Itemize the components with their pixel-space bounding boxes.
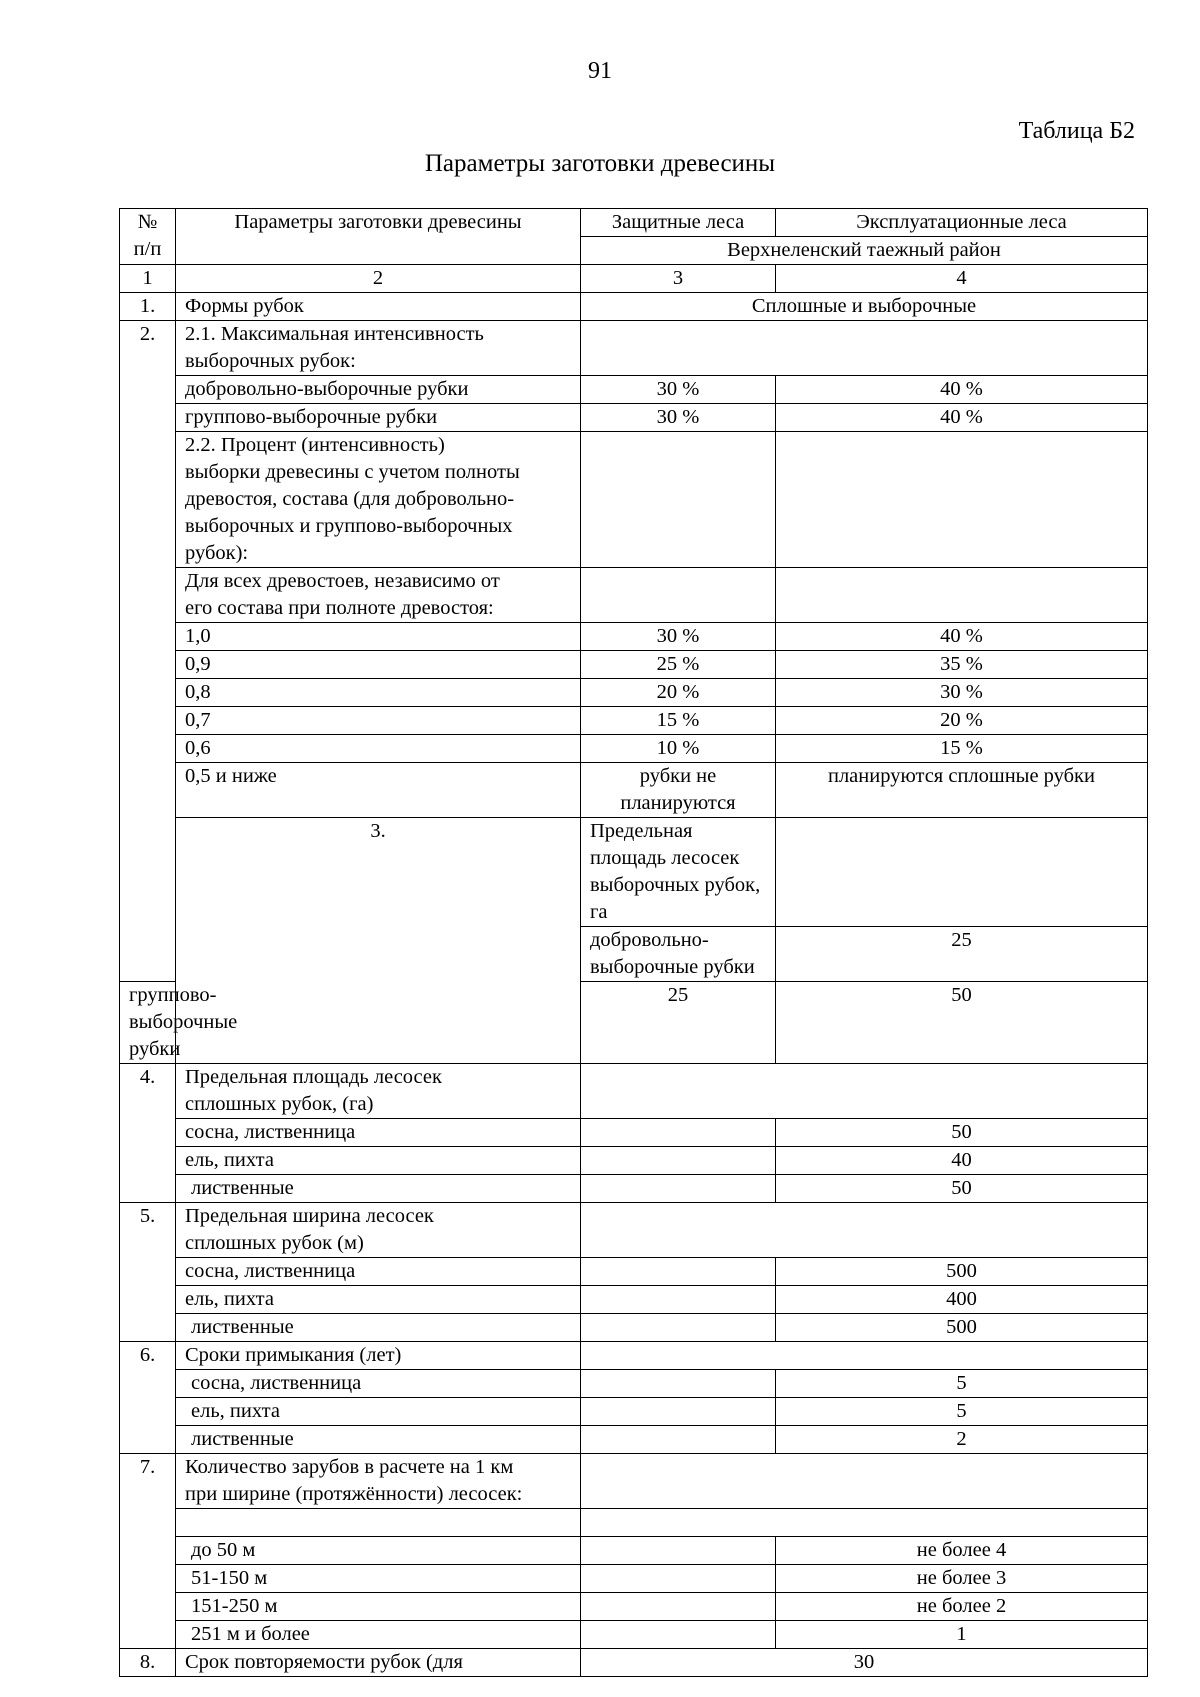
table-row [120, 763, 1148, 818]
empty-cell [581, 1286, 776, 1314]
exploitation-value: 30 % [776, 679, 1148, 707]
protective-value: 25 [776, 927, 1148, 982]
table-row [120, 1649, 1148, 1677]
column-number-1: 1 [120, 265, 176, 293]
exploitation-value: 20 % [776, 707, 1148, 735]
header-number-symbol: № [137, 211, 158, 233]
exploitation-value: 50 [776, 982, 1148, 1064]
row-number: 7. [120, 1454, 176, 1649]
table-row [120, 818, 1148, 927]
row-label: Формы рубок [176, 293, 581, 321]
table-row [120, 1565, 1148, 1593]
subsection-title-line: древостоя, состава (для добровольно- [185, 488, 515, 510]
table-row [120, 321, 1148, 376]
protective-value: 10 % [581, 735, 776, 763]
row-label: лиственные [176, 1175, 581, 1203]
header-region: Верхнеленский таежный район [581, 237, 1148, 265]
exploitation-value: 500 [776, 1314, 1148, 1342]
section-title-line: выборочных рубок: [185, 350, 356, 372]
row-label: лиственные [176, 1426, 581, 1454]
header-number-abbr: п/п [133, 238, 162, 260]
empty-cell [581, 1537, 776, 1565]
row-label: ель, пихта [176, 1398, 581, 1426]
table-row [120, 404, 1148, 432]
table-row [120, 1621, 1148, 1649]
empty-cell [581, 1593, 776, 1621]
exploitation-value: 40 % [776, 376, 1148, 404]
note-cell [176, 568, 581, 623]
empty-cell [581, 1426, 776, 1454]
table-row [120, 1426, 1148, 1454]
protective-value: 25 % [581, 651, 776, 679]
table-row [120, 1286, 1148, 1314]
header-parameters: Параметры заготовки древесины [176, 209, 581, 265]
protective-value: 25 [581, 982, 776, 1064]
subsection-title-line: выборки древесины с учетом полноты [185, 461, 520, 483]
table-row [120, 376, 1148, 404]
row-value: Сплошные и выборочные [581, 293, 1148, 321]
row-label: 0,8 [176, 679, 581, 707]
header-number-cell [120, 209, 176, 265]
row-number: 2. [120, 321, 176, 982]
row-label: 251 м и более [176, 1621, 581, 1649]
protective-value: 20 % [581, 679, 776, 707]
empty-cell [581, 568, 776, 623]
section-title [176, 1454, 581, 1509]
header-exploitation-forests: Эксплуатационные леса [776, 209, 1148, 237]
section-title-line: при ширине (протяжённости) лесосек: [185, 1483, 523, 1505]
subsection-title [176, 432, 581, 568]
exploitation-value: 40 % [776, 623, 1148, 651]
row-value: 30 [581, 1649, 1148, 1677]
row-label: 151-250 м [176, 1593, 581, 1621]
row-label: добровольно-выборочные рубки [176, 376, 581, 404]
table-row [120, 293, 1148, 321]
table-row [120, 651, 1148, 679]
table-row [120, 1537, 1148, 1565]
subsection-title-line: выборочных и группово-выборочных [185, 515, 513, 537]
row-label: сосна, лиственница [176, 1119, 581, 1147]
row-label: сосна, лиственница [176, 1370, 581, 1398]
row-label: ель, пихта [176, 1147, 581, 1175]
row-number: 4. [120, 1064, 176, 1203]
empty-cell [581, 1454, 1148, 1509]
section-title-line: 2.1. Максимальная интенсивность [185, 323, 484, 345]
row-label: 51-150 м [176, 1565, 581, 1593]
row-label: сосна, лиственница [176, 1258, 581, 1286]
empty-cell [581, 1509, 1148, 1537]
note-line: его состава при полноте древостоя: [185, 597, 494, 619]
exploitation-value: 40 % [776, 404, 1148, 432]
exploitation-value: 40 [776, 1147, 1148, 1175]
table-row [120, 568, 1148, 623]
row-label: группово-выборочные рубки [176, 404, 581, 432]
empty-cell [581, 1064, 1148, 1119]
parameters-table [119, 208, 1148, 1677]
protective-value: 15 % [581, 707, 776, 735]
section-title-line: Предельная ширина лесосек [185, 1205, 434, 1227]
empty-cell [581, 1147, 776, 1175]
row-label: 0,9 [176, 651, 581, 679]
row-number: 8. [120, 1649, 176, 1677]
subsection-title-line: рубок): [185, 542, 249, 564]
row-label: 0,7 [176, 707, 581, 735]
table-row [120, 1064, 1148, 1119]
table-row [120, 1314, 1148, 1342]
exploitation-value: 15 % [776, 735, 1148, 763]
table-row [120, 735, 1148, 763]
table-row [120, 1509, 1148, 1537]
table-row [120, 1454, 1148, 1509]
section-title-line: сплошных рубок, (га) [185, 1093, 374, 1115]
empty-cell [581, 1175, 776, 1203]
empty-cell [581, 1203, 1148, 1258]
empty-cell [581, 1119, 776, 1147]
header-protective-forests: Защитные леса [581, 209, 776, 237]
section-title-line: сплошных рубок (м) [185, 1232, 364, 1254]
table-row [120, 432, 1148, 568]
column-numbers-row [120, 265, 1148, 293]
section-title-line: Предельная площадь лесосек [185, 1066, 442, 1088]
exploitation-value: не более 3 [776, 1565, 1148, 1593]
protective-value [581, 763, 776, 818]
empty-cell [776, 818, 1148, 927]
exploitation-value: не более 4 [776, 1537, 1148, 1565]
row-label: лиственные [176, 1314, 581, 1342]
section-title [176, 321, 581, 376]
table-row [120, 679, 1148, 707]
table-row [120, 1342, 1148, 1370]
exploitation-value: 400 [776, 1286, 1148, 1314]
table-row [120, 707, 1148, 735]
empty-cell [581, 1621, 776, 1649]
row-number: 3. [176, 818, 581, 1064]
row-number: 6. [120, 1342, 176, 1454]
empty-cell [776, 568, 1148, 623]
empty-cell [581, 321, 1148, 376]
table-row [120, 1593, 1148, 1621]
exploitation-value: 50 [776, 1175, 1148, 1203]
table-label: Таблица Б2 [1018, 118, 1135, 144]
exploitation-value: 2 [776, 1426, 1148, 1454]
exploitation-value: 35 % [776, 651, 1148, 679]
row-label: ель, пихта [176, 1286, 581, 1314]
row-number: 5. [120, 1203, 176, 1342]
table-row [120, 1175, 1148, 1203]
section-title: Сроки примыкания (лет) [176, 1342, 581, 1370]
row-label: до 50 м [176, 1537, 581, 1565]
table-row [120, 1258, 1148, 1286]
row-label: добровольно-выборочные рубки [581, 927, 776, 982]
table-row [120, 1398, 1148, 1426]
section-title-line: выборочных рубок, га [590, 874, 761, 923]
table-row [120, 1147, 1148, 1175]
column-number-4: 4 [776, 265, 1148, 293]
empty-cell [581, 1342, 1148, 1370]
empty-cell [581, 1370, 776, 1398]
exploitation-value: 50 [776, 1119, 1148, 1147]
protective-value-line: рубки не [639, 765, 717, 787]
section-title [581, 818, 776, 927]
exploitation-value: 500 [776, 1258, 1148, 1286]
table-row [120, 623, 1148, 651]
protective-value: 30 % [581, 376, 776, 404]
exploitation-value: 5 [776, 1370, 1148, 1398]
exploitation-value: 1 [776, 1621, 1148, 1649]
row-label: Срок повторяемости рубок (для [176, 1649, 581, 1677]
column-number-3: 3 [581, 265, 776, 293]
protective-value: 30 % [581, 623, 776, 651]
protective-value: 30 % [581, 404, 776, 432]
header-row [120, 209, 1148, 237]
table-row [120, 1370, 1148, 1398]
row-label: 0,5 и ниже [176, 763, 581, 818]
exploitation-value: планируются сплошные рубки [776, 763, 1148, 818]
empty-cell [581, 1314, 776, 1342]
empty-cell [581, 1565, 776, 1593]
protective-value-line: планируются [620, 792, 736, 814]
table-title: Параметры заготовки древесины [424, 150, 776, 177]
column-number-2: 2 [176, 265, 581, 293]
table-row [120, 1203, 1148, 1258]
empty-cell [581, 1258, 776, 1286]
empty-cell [776, 432, 1148, 568]
table-row [120, 1119, 1148, 1147]
exploitation-value: 5 [776, 1398, 1148, 1426]
empty-cell [581, 1398, 776, 1426]
note-line: Для всех древостоев, независимо от [185, 570, 500, 592]
row-number: 1. [120, 293, 176, 321]
empty-cell [176, 1509, 581, 1537]
empty-cell [581, 432, 776, 568]
subsection-title-line: 2.2. Процент (интенсивность) [185, 434, 445, 456]
section-title [176, 1064, 581, 1119]
section-title-line: Предельная площадь лесосек [590, 820, 740, 869]
section-title [176, 1203, 581, 1258]
exploitation-value: не более 2 [776, 1593, 1148, 1621]
row-label: 1,0 [176, 623, 581, 651]
row-label: 0,6 [176, 735, 581, 763]
row-label: группово-выборочные рубки [120, 982, 176, 1064]
page-number: 91 [588, 58, 612, 84]
section-title-line: Количество зарубов в расчете на 1 км [185, 1456, 514, 1478]
